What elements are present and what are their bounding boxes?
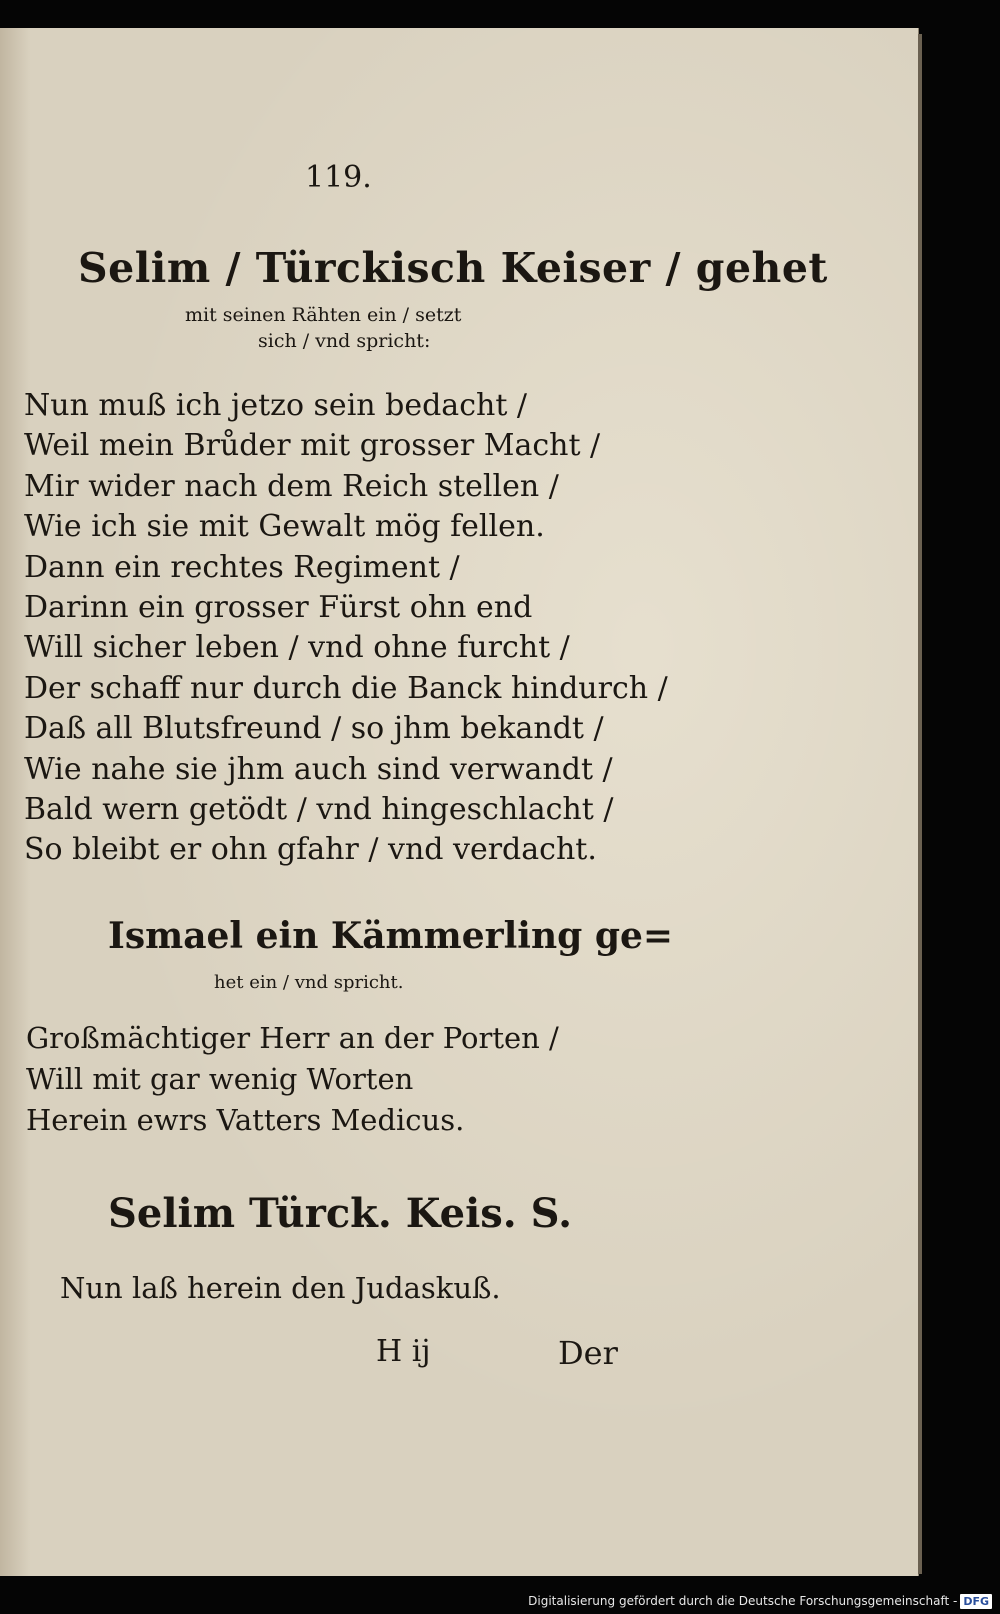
footer-text: Digitalisierung gefördert durch die Deutsche Forschungsgemeinschaft - bbox=[528, 1594, 958, 1608]
stage-direction-ismael: het ein / vnd spricht. bbox=[214, 972, 404, 993]
verse-line: Herein ewrs Vatters Medicus. bbox=[26, 1103, 465, 1137]
verse-line: Wie ich sie mit Gewalt mög fellen. bbox=[24, 509, 545, 545]
speaker-heading-selim-short: Selim Türck. Keis. S. bbox=[108, 1190, 573, 1237]
verse-line: Daß all Blutsfreund / so jhm bekandt / bbox=[24, 711, 604, 747]
catchword: Der bbox=[558, 1334, 618, 1372]
stage-direction-line-2: sich / vnd spricht: bbox=[258, 330, 431, 352]
verse-block-selim bbox=[24, 386, 668, 871]
verse-line: Will mit gar wenig Worten bbox=[26, 1062, 414, 1096]
verse-line: Bald wern getödt / vnd hingeschlacht / bbox=[24, 791, 614, 827]
verse-line: Wie nahe sie jhm auch sind verwandt / bbox=[24, 751, 613, 787]
verse-line: So bleibt er ohn gfahr / vnd verdacht. bbox=[24, 832, 597, 868]
verse-line: Mir wider nach dem Reich stellen / bbox=[24, 468, 559, 504]
verse-line: Dann ein rechtes Regiment / bbox=[24, 549, 460, 585]
verse-line-last: Nun laß herein den Judaskuß. bbox=[60, 1271, 501, 1305]
stage-direction-line-1: mit seinen Rähten ein / setzt bbox=[185, 304, 462, 326]
footer-credit bbox=[528, 1592, 992, 1610]
signature-mark: H ij bbox=[376, 1334, 431, 1369]
verse-line: Will sicher leben / vnd ohne furcht / bbox=[24, 630, 570, 666]
page-number: 119. bbox=[305, 160, 372, 195]
speaker-heading-selim: Selim / Türckisch Keiser / gehet bbox=[78, 244, 828, 292]
page-edge bbox=[918, 34, 922, 1574]
verse-block-ismael bbox=[26, 1018, 626, 1141]
verse-line: Nun muß ich jetzo sein bedacht / bbox=[24, 388, 528, 423]
verse-line: Darinn ein grosser Fürst ohn end bbox=[24, 589, 533, 625]
speaker-heading-ismael: Ismael ein Kämmerling ge= bbox=[108, 915, 674, 957]
verse-line: Großmächtiger Herr an der Porten / bbox=[26, 1021, 559, 1055]
verse-line: Weil mein Brůder mit grosser Macht / bbox=[24, 428, 601, 464]
verse-line: Der schaff nur durch die Banck hindurch / bbox=[24, 670, 668, 706]
book-page bbox=[0, 28, 919, 1576]
dfg-logo: DFG bbox=[960, 1594, 992, 1609]
